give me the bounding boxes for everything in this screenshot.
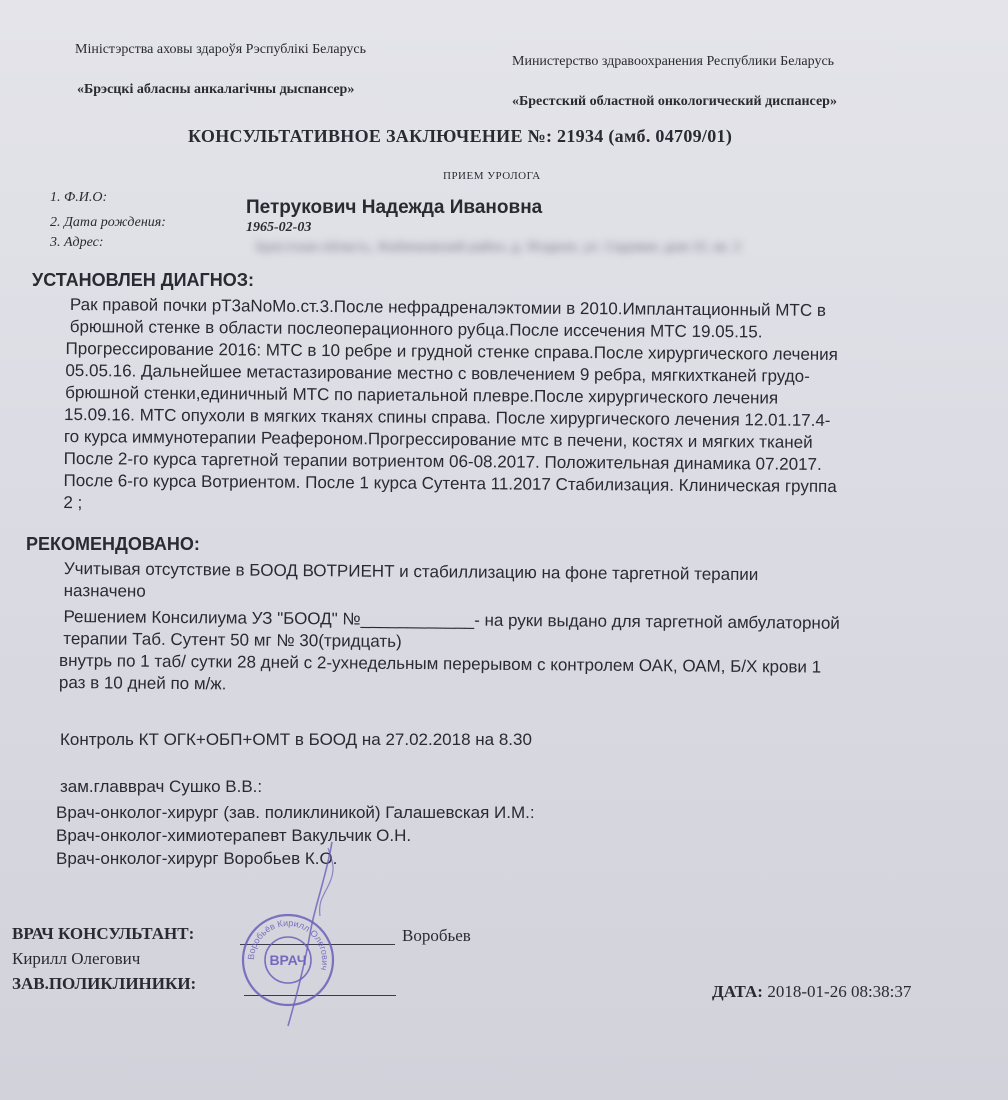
date-value: 2018-01-26 08:38:37 [767,982,912,1001]
recommendation-body [58,558,964,702]
right-ministry: Министерство здравоохранения Республики Беларусь [512,54,835,69]
signatory-line: Врач-онколог-хирург Воробьев К.О. [56,849,338,868]
diagnosis-line: После 2-го курса таргетной терапии вотриентом 06-08.2017. Положительная динамика 07.2017. [63,448,822,474]
diagnosis-line: брюшной стенки,единичный МТС по париетальной плевре.После хирургического лечения [65,382,779,408]
fio-value: Петрукович Надежда Ивановна [246,197,543,218]
recommendation-line: Решением Консилиума УЗ "БООД" №____________- на руки выдано для таргетной амбулаторной [63,606,840,633]
date-block [712,982,911,1002]
recommendation-line: назначено [63,580,146,601]
recommendation-line: внутрь по 1 таб/ сутки 28 дней с 2-ухнедельным перерывом с контролем ОАК, ОАМ, Б/Х крови 1 [59,650,822,677]
dob-value: 1965-02-03 [246,220,312,235]
consultant-label: ВРАЧ КОНСУЛЬТАНТ: [12,924,195,943]
document-subtitle: ПРИЕМ УРОЛОГА [443,170,541,182]
diagnosis-line: брюшной стенке в области послеоперационного рубца.После иссечения МТС 19.05.15. [69,316,763,342]
diagnosis-line: го курса иммунотерапии Реафероном.Прогрессирование мтс в печени, костях и мягких тканей [63,426,813,452]
recommendation-line: раз в 10 дней по м/ж. [58,672,227,694]
consultant-name: Кирилл Олегович [12,949,141,968]
diagnosis-line: Прогрессирование 2016: МТС в 10 ребре и грудной стенке справа.После хирургического лечения [65,338,838,365]
diagnosis-body [63,294,970,521]
stamp-ring-text: Воробьёв Кирилл Олегович [245,917,331,972]
head-label: ЗАВ.ПОЛИКЛИНИКИ: [12,974,197,993]
right-dispensary: «Брестский областной онкологический диспансер» [512,94,837,109]
consultant-surname: Воробьев [402,926,471,945]
diagnosis-line: 05.05.16. Дальнейшее метастазирование местно с вовлечением 9 ребра, мягкихтканей грудо- [65,360,810,386]
control-line: Контроль КТ ОГК+ОБП+ОМТ в БООД на 27.02.2018 на 8.30 [60,730,532,749]
dob-label: 2. Дата рождения: [50,215,166,230]
document-title: КОНСУЛЬТАТИВНОЕ ЗАКЛЮЧЕНИЕ №: 21934 (амб. 04709/01) [188,126,733,146]
diagnosis-line: 2 ; [63,492,83,513]
signatory-line: зам.главврач Сушко В.В.: [60,777,263,796]
address-value-blurred: Брестская область, Жабинковский район, д. Ягодное, ул. Садовая, дом 15, кв. 2 [256,239,741,254]
diagnosis-heading: УСТАНОВЛЕН ДИАГНОЗ: [32,270,255,290]
date-label: ДАТА: [712,982,763,1001]
recommendation-heading: РЕКОМЕНДОВАНО: [26,534,200,554]
fio-label: 1. Ф.И.О: [50,190,108,205]
stamp-center-text: ВРАЧ [269,952,307,968]
address-label: 3. Адрес: [50,235,104,250]
signatory-line: Врач-онколог-хирург (зав. поликлиникой) Галашевская И.М.: [56,803,535,822]
diagnosis-line: После 6-го курса Вотриентом. После 1 курса Сутента 11.2017 Стабилизация. Клиническая группа [63,470,837,497]
left-ministry: Міністэрства аховы здароўя Рэспублікі Беларусь [75,42,367,57]
recommendation-line: терапии Таб. Сутент 50 мг № 30(тридцать) [63,628,402,651]
signatory-line: Врач-онколог-химиотерапевт Вакульчик О.Н. [56,826,412,845]
diagnosis-line: Рак правой почки pT3aNoMo.ст.3.После нефрадреналэктомии в 2010.Имплантационный МТС в [69,294,826,320]
signature-scribble [270,838,350,1030]
left-dispensary: «Брэсцкі абласны анкалагічны дыспансер» [77,82,355,97]
recommendation-line: Учитывая отсутствие в БООД ВОТРИЕНТ и стабиллизацию на фоне таргетной терапии [63,558,759,585]
diagnosis-line: 15.09.16. МТС опухоли в мягких тканях спины справа. После хирургического лечения 12.01.17.4- [63,404,831,430]
